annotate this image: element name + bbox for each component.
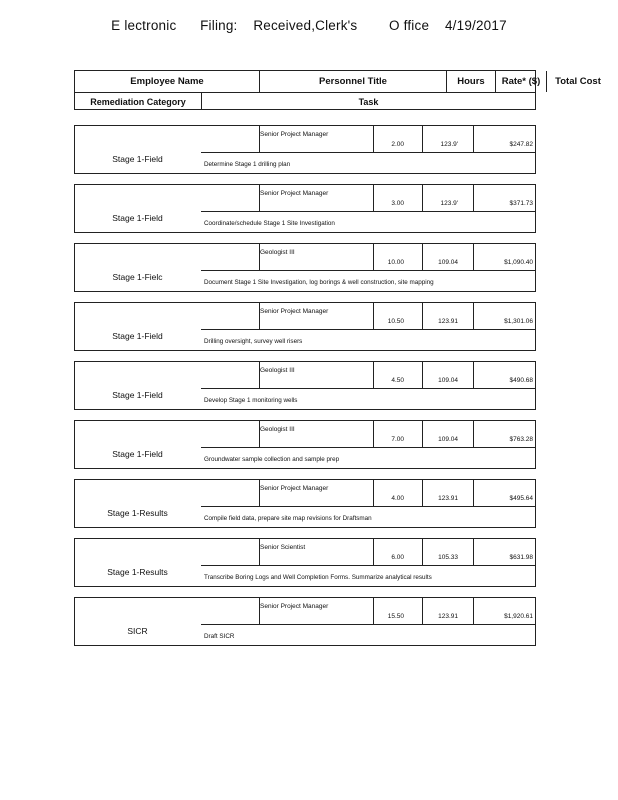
row-divider: [259, 479, 260, 506]
row-divider: [201, 270, 536, 271]
total-cost-value: $1,920.61: [504, 613, 533, 620]
table-row: [74, 302, 536, 351]
header-rate: Rate* ($): [496, 71, 547, 92]
header-total-cost: Total Cost: [555, 76, 601, 87]
rate-value: 123.91: [438, 495, 458, 502]
hours-value: 3.00: [391, 200, 404, 207]
total-cost-value: $371.73: [509, 200, 533, 207]
remediation-category: Stage 1-Field: [112, 331, 163, 341]
total-cost-value: $247.82: [509, 141, 533, 148]
total-cost-value: $631.98: [509, 554, 533, 561]
row-divider: [259, 597, 260, 624]
table-row: [74, 125, 536, 174]
total-cost-value: $495.64: [509, 495, 533, 502]
row-divider: [201, 506, 536, 507]
row-divider: [259, 302, 260, 329]
rate-value: 123.91: [438, 613, 458, 620]
total-cost-value: $1,090.40: [504, 259, 533, 266]
row-divider: [259, 538, 260, 565]
task-description: Groundwater sample collection and sample prep: [204, 456, 340, 463]
task-description: Transcribe Boring Logs and Well Completion Forms. Summarize analytical results: [204, 574, 432, 581]
personnel-title: Senior Project Manager: [260, 485, 329, 492]
rate-value: 109.04: [438, 377, 458, 384]
personnel-title: Geologist III: [260, 367, 295, 374]
row-divider: [201, 211, 536, 212]
table-row: [74, 420, 536, 469]
rate-value: 109.04: [438, 259, 458, 266]
personnel-title: Senior Project Manager: [260, 190, 329, 197]
remediation-category: Stage 1-Field: [112, 390, 163, 400]
table-row: [74, 243, 536, 292]
task-description: Develop Stage 1 monitoring wells: [204, 397, 298, 404]
table-row: [74, 479, 536, 528]
table-row: [74, 361, 536, 410]
table-row: [74, 597, 536, 646]
task-description: Drilling oversight, survey well risers: [204, 338, 303, 345]
personnel-title: Senior Project Manager: [260, 308, 329, 315]
rate-value: 123.9': [440, 200, 458, 207]
table-row: [74, 184, 536, 233]
task-description: Determine Stage 1 drilling plan: [204, 161, 291, 168]
rate-value: 109.04: [438, 436, 458, 443]
task-description: Compile field data, prepare site map revisions for Draftsman: [204, 515, 372, 522]
row-divider: [259, 184, 260, 211]
task-description: Coordinate/schedule Stage 1 Site Investigation: [204, 220, 335, 227]
row-divider: [201, 152, 536, 153]
electronic-filing-stamp: E lectronic Filing: Received,Clerk's O ffice 4/19/2017: [111, 18, 507, 33]
rate-value: 123.9': [440, 141, 458, 148]
table-row: [74, 538, 536, 587]
remediation-category: Stage 1-Field: [112, 154, 163, 164]
rate-value: 105.33: [438, 554, 458, 561]
header-personnel-title: Personnel Title: [260, 71, 447, 92]
hours-value: 4.00: [391, 495, 404, 502]
header-remediation-category: Remediation Category: [75, 92, 202, 110]
hours-value: 6.00: [391, 554, 404, 561]
personnel-title: Senior Project Manager: [260, 131, 329, 138]
hours-value: 10.50: [387, 318, 404, 325]
personnel-title: Geologist III: [260, 249, 295, 256]
remediation-category: Stage 1-Results: [107, 508, 168, 518]
total-cost-value: $763.28: [509, 436, 533, 443]
header-employee-name: Employee Name: [75, 71, 260, 92]
task-description: Draft SICR: [204, 633, 235, 640]
row-divider: [201, 447, 536, 448]
personnel-title: Geologist III: [260, 426, 295, 433]
row-border: [74, 361, 536, 410]
rate-value: 123.91: [438, 318, 458, 325]
personnel-title: Senior Project Manager: [260, 603, 329, 610]
header-task: Task: [202, 92, 535, 110]
row-divider: [201, 624, 536, 625]
row-divider: [259, 361, 260, 388]
hours-value: 4.50: [391, 377, 404, 384]
remediation-category: Stage 1-Field: [112, 449, 163, 459]
hours-value: 10.00: [387, 259, 404, 266]
row-divider: [201, 329, 536, 330]
task-description: Document Stage 1 Site Investigation, log borings & well construction, site mapping: [204, 279, 434, 286]
total-cost-value: $490.68: [509, 377, 533, 384]
table-header: [74, 70, 601, 110]
personnel-title: Senior Scientist: [260, 544, 306, 551]
row-divider: [201, 388, 536, 389]
hours-value: 7.00: [391, 436, 404, 443]
row-divider: [259, 243, 260, 270]
header-hours: Hours: [447, 71, 496, 92]
row-divider: [259, 125, 260, 152]
remediation-category: Stage 1-Results: [107, 567, 168, 577]
remediation-category: Stage 1-Fielc: [112, 272, 163, 282]
row-divider: [201, 565, 536, 566]
remediation-category: SICR: [127, 626, 148, 636]
remediation-category: Stage 1-Field: [112, 213, 163, 223]
hours-value: 15.50: [387, 613, 404, 620]
total-cost-value: $1,301.06: [504, 318, 533, 325]
hours-value: 2.00: [391, 141, 404, 148]
row-divider: [259, 420, 260, 447]
